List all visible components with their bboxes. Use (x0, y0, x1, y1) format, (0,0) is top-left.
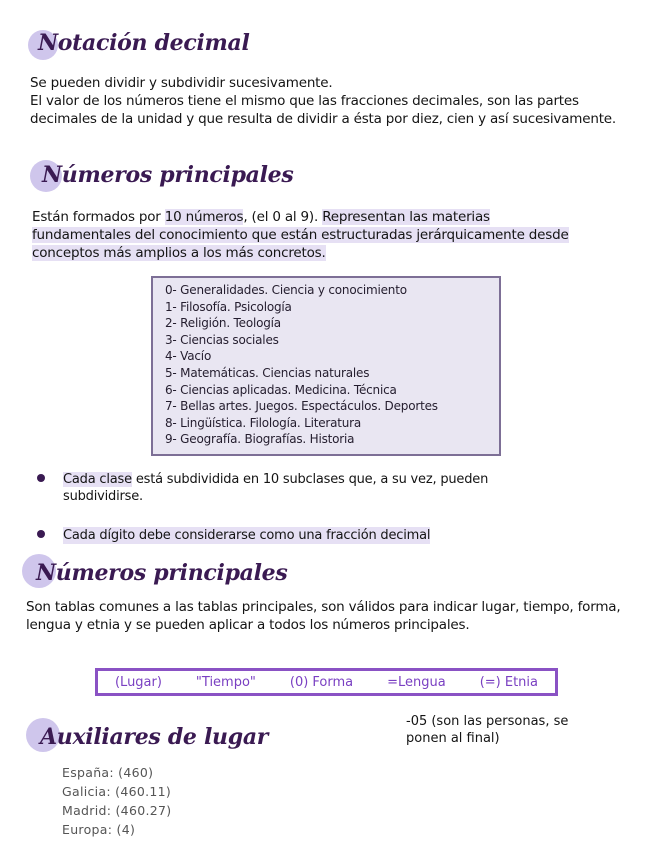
personas-note: -05 (son las personas, se ponen al final) (406, 714, 569, 746)
place-item: Galicia: (460.11) (62, 784, 172, 799)
aux-tiempo: "Tiempo" (195, 674, 256, 690)
bullet-dot (37, 530, 45, 538)
decimal-line-2: El valor de los números tiene el mismo que las fracciones decimales, son las partes decimales de la unidad y que resulta de dividir a ésta por diez, cien y así sucesivamente. (30, 93, 616, 127)
place-item: España: (460) (62, 765, 154, 780)
principales-paragraph: Están formados por 10 números, (el 0 al 9). Representan las materias fundamentales del conocimiento que están estructuradas jerárquicamente desde conceptos más amplios a los más concretos. (32, 209, 569, 261)
decimal-line-1: Se pueden dividir y subdividir sucesivamente. (30, 75, 333, 91)
highlight-representan: Representan las materias fundamentales del conocimiento que están estructuradas jerárquicamente desde conceptos más amplios a los más concretos. (32, 209, 569, 261)
highlight-cada-clase: Cada clase (63, 472, 132, 487)
auxiliares-paragraph: Son tablas comunes a las tablas principales, son válidos para indicar lugar, tiempo, forma, lengua y etnia y se pueden aplicar a todos los números principales. (26, 599, 621, 633)
classes-box (151, 276, 501, 456)
class-item: 0- Generalidades. Ciencia y conocimiento (165, 283, 407, 297)
heading-auxiliares-de-lugar: Auxiliares de lugar (40, 724, 268, 750)
class-item: 9- Geografía. Biografías. Historia (165, 432, 355, 447)
auxiliary-symbols-box (95, 668, 558, 696)
highlight-10-numeros: 10 números (164, 209, 244, 225)
bullet-digito (37, 527, 557, 544)
decimal-paragraph (30, 74, 620, 128)
bullet-subclases: Cada clase está subdividida en 10 subclases que, a su vez, pueden subdividirse. (37, 471, 557, 505)
class-item: 8- Lingüística. Filología. Literatura (165, 415, 362, 430)
class-item: 4- Vacío (165, 349, 212, 364)
class-item: 6- Ciencias aplicadas. Medicina. Técnica (165, 382, 397, 397)
class-item: 1- Filosofía. Psicología (165, 299, 292, 314)
heading-numeros-principales-1: Números principales (42, 162, 293, 188)
class-item: 5- Matemáticas. Ciencias naturales (165, 365, 370, 380)
place-item: Madrid: (460.27) (62, 803, 172, 818)
aux-lugar: (Lugar) (114, 674, 162, 690)
aux-forma: (0) Forma (289, 674, 354, 690)
heading-numeros-principales-2: Números principales (36, 560, 287, 586)
aux-etnia: (=) Etnia (479, 674, 538, 690)
heading-notacion-decimal: Notación decimal (38, 30, 250, 56)
class-item: 7- Bellas artes. Juegos. Espectáculos. Deportes (165, 399, 438, 414)
bullet-dot (37, 474, 45, 482)
place-item: Europa: (4) (62, 822, 136, 837)
aux-lengua: =Lengua (387, 674, 446, 690)
class-item: 2- Religión. Teología (165, 316, 281, 331)
bullet-digito-text: Cada dígito debe considerarse como una fracción decimal (63, 528, 431, 543)
class-item: 3- Ciencias sociales (165, 332, 279, 347)
